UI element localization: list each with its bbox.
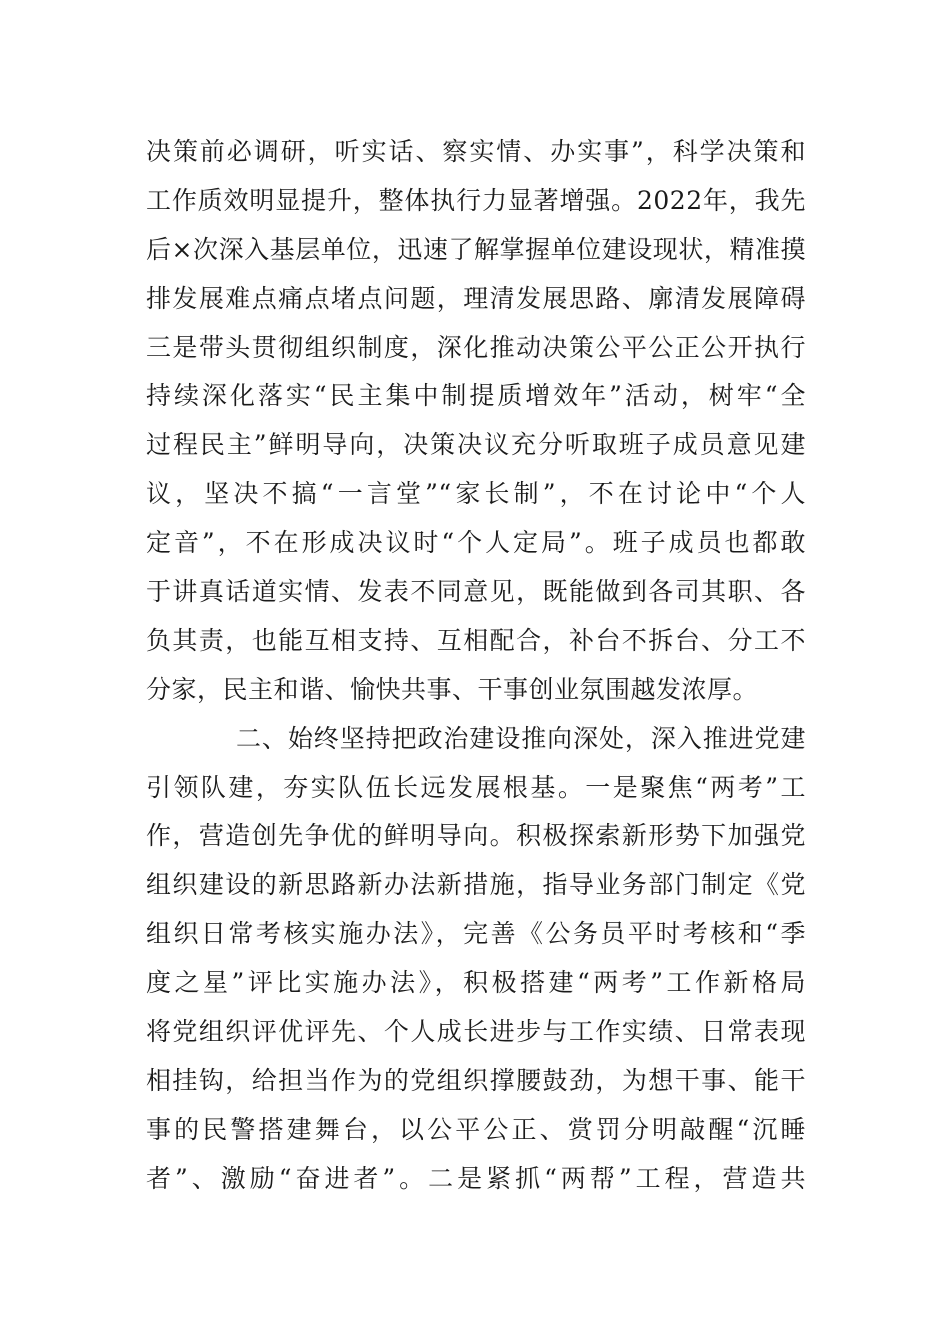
section-heading-line: 二、始终坚持把政治建设推向深处，深入推进党建 bbox=[236, 723, 806, 753]
text-line: 将党组织评优评先、个人成长进步与工作实绩、日常表现 bbox=[146, 1017, 806, 1047]
text-line: 负其责，也能互相支持、互相配合，补台不拆台、分工不 bbox=[146, 625, 806, 655]
paragraph-end-line: 分家，民主和谐、愉快共事、干事创业氛围越发浓厚。 bbox=[146, 674, 759, 704]
text-line: 定音”，不在形成决议时“个人定局”。班子成员也都敢 bbox=[146, 528, 806, 558]
text-line: 三是带头贯彻组织制度，深化推动决策公平公正公开执行 bbox=[146, 332, 806, 362]
text-line: 于讲真话道实情、发表不同意见，既能做到各司其职、各 bbox=[146, 577, 806, 607]
body-text bbox=[146, 128, 806, 1204]
text-line: 议，坚决不搞“一言堂”“家长制”，不在讨论中“个人 bbox=[146, 479, 806, 509]
text-line: 排发展难点痛点堵点问题，理清发展思路、廓清发展障碍 bbox=[146, 283, 806, 313]
text-line: 者”、激励“奋进者”。二是紧抓“两帮”工程，营造共 bbox=[146, 1163, 806, 1193]
text-line: 组织日常考核实施办法》，完善《公务员平时考核和“季 bbox=[146, 919, 806, 949]
text-line: 过程民主”鲜明导向，决策决议充分听取班子成员意见建 bbox=[146, 430, 806, 460]
text-line: 相挂钩，给担当作为的党组织撑腰鼓劲，为想干事、能干 bbox=[146, 1065, 806, 1095]
text-line: 组织建设的新思路新办法新措施，指导业务部门制定《党 bbox=[146, 870, 806, 900]
text-line: 事的民警搭建舞台，以公平公正、赏罚分明敲醒“沉睡 bbox=[146, 1114, 806, 1144]
text-line: 引领队建，夯实队伍长远发展根基。一是聚焦“两考”工 bbox=[146, 772, 806, 802]
text-line: 持续深化落实“民主集中制提质增效年”活动，树牢“全 bbox=[146, 381, 806, 411]
text-line: 决策前必调研，听实话、察实情、办实事”，科学决策和 bbox=[146, 137, 806, 166]
text-line: 后×次深入基层单位，迅速了解掌握单位建设现状，精准摸 bbox=[146, 234, 806, 264]
text-line: 度之星”评比实施办法》，积极搭建“两考”工作新格局 bbox=[146, 968, 806, 998]
text-line: 工作质效明显提升，整体执行力显著增强。2022年，我先 bbox=[146, 185, 806, 215]
text-line: 作，营造创先争优的鲜明导向。积极探索新形势下加强党 bbox=[146, 821, 806, 851]
